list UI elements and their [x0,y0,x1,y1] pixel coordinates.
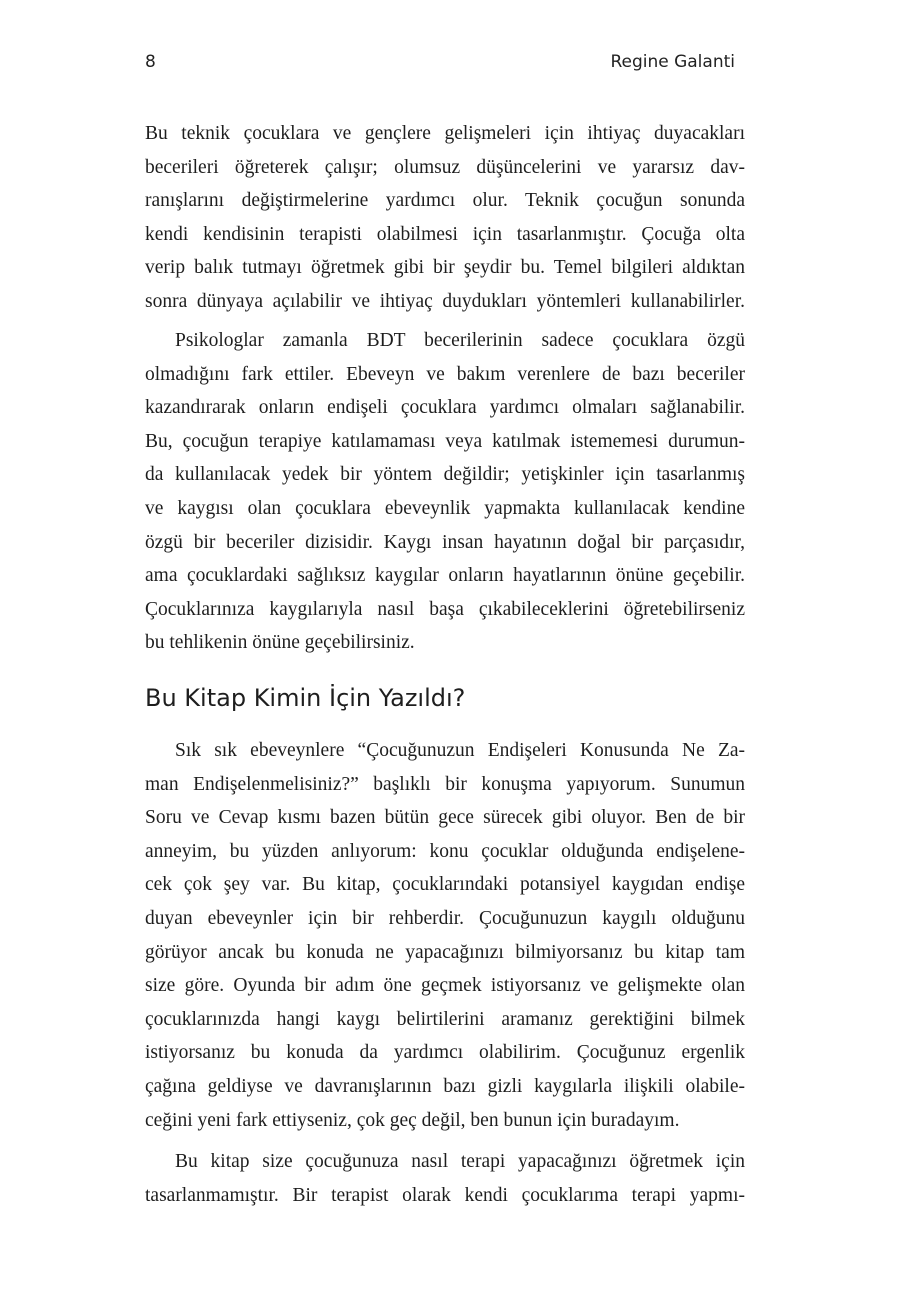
text-line: Bu kitap size çocuğunuza nasıl terapi yapacağınızı öğretmek için [175,1151,745,1172]
paragraph-2 [145,324,745,660]
text-line: Psikologlar zamanla BDT becerilerinin sadece çocuklara özgü [175,330,745,351]
text-line: tasarlanmamıştır. Bir terapist olarak kendi çocuklarıma terapi yapmı- [145,1184,745,1206]
text-line: cek çok şey var. Bu kitap, çocuklarındaki potansiyel kaygıdan endişe [145,874,745,896]
text-line: ranışlarını değiştirmelerine yardımcı olur. Teknik çocuğun sonunda [145,190,745,212]
text-line: Soru ve Cevap kısmı bazen bütün gece sürecek gibi oluyor. Ben de bir [145,807,745,829]
text-line: istiyorsanız bu konuda da yardımcı olabilirim. Çocuğunuz ergenlik [145,1042,745,1064]
text-line: da kullanılacak yedek bir yöntem değildir; yetişkinler için tasarlanmış [145,464,745,486]
text-line: Bu, çocuğun terapiye katılamaması veya katılmak istememesi durumun- [145,430,745,452]
text-line: kazandırarak onların endişeli çocuklara yardımcı olmaları sağlanabilir. [145,397,745,419]
text-line: bu tehlikenin önüne geçebilirsiniz. [145,632,415,654]
text-line: Çocuklarınıza kaygılarıyla nasıl başa çıkabileceklerini öğretebilirseniz [145,598,745,620]
paragraph-3 [145,734,745,1137]
text-line: ceğini yeni fark ettiyseniz, çok geç değil, ben bunun için buradayım. [145,1109,680,1131]
running-head [145,52,735,80]
text-line: becerileri öğreterek çalışır; olumsuz düşüncelerini ve yararsız dav- [145,156,745,178]
text-line: Bu teknik çocuklara ve gençlere gelişmeleri için ihtiyaç duyacakları [145,123,745,144]
text-line: Sık sık ebeveynlere “Çocuğunuzun Endişeleri Konusunda Ne Za- [175,740,745,761]
text-line: verip balık tutmayı öğretmek gibi bir şeydir bu. Temel bilgileri aldıktan [145,257,745,279]
text-line: özgü bir beceriler dizisidir. Kaygı insan hayatının doğal bir parçasıdır, [145,531,745,553]
page-number: 8 [145,52,156,72]
text-line: size göre. Oyunda bir adım öne geçmek istiyorsanız ve gelişmekte olan [145,975,745,997]
text-line: ve kaygısı olan çocuklara ebeveynlik yapmakta kullanılacak kendine [145,497,745,519]
text-line: duyan ebeveynler için bir rehberdir. Çocuğunuzun kaygılı olduğunu [145,907,745,929]
paragraph-1 [145,117,745,319]
text-line: ama çocuklardaki sağlıksız kaygılar onların hayatlarının önüne geçebilir. [145,565,745,587]
text-line: çocuklarınızda hangi kaygı belirtilerini aramanız gerektiğini bilmek [145,1008,745,1030]
section-heading: Bu Kitap Kimin İçin Yazıldı? [145,684,466,712]
author-name: Regine Galanti [610,52,735,72]
text-line: sonra dünyaya açılabilir ve ihtiyaç duydukları yöntemleri kullanabilirler. [145,290,745,312]
text-line: man Endişelenmelisiniz?” başlıklı bir konuşma yapıyorum. Sunumun [145,773,745,795]
text-line: çağına geldiyse ve davranışlarının bazı gizli kaygılarla ilişkili olabile- [145,1075,745,1097]
paragraph-4 [145,1145,745,1212]
text-line: olmadığını fark ettiler. Ebeveyn ve bakım verenlere de bazı beceriler [145,363,745,385]
text-line: görüyor ancak bu konuda ne yapacağınızı bilmiyorsanız bu kitap tam [145,941,745,963]
text-line: kendi kendisinin terapisti olabilmesi için tasarlanmıştır. Çocuğa olta [145,223,745,245]
text-line: anneyim, bu yüzden anlıyorum: konu çocuklar olduğunda endişelene- [145,840,745,862]
